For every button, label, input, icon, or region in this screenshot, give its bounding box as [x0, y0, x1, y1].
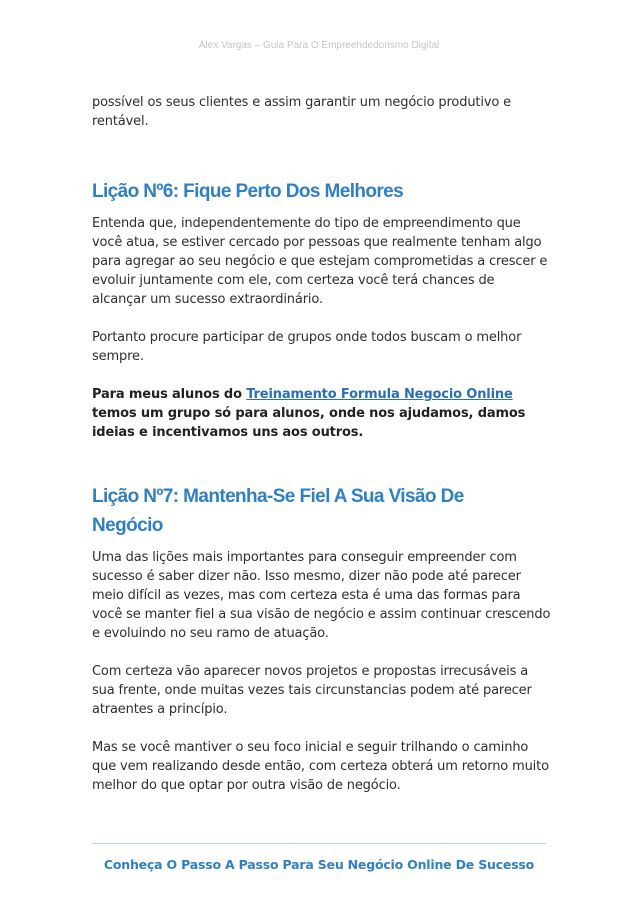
- footer-cta-link[interactable]: Conheça O Passo A Passo Para Seu Negócio Online De Sucesso: [103, 857, 535, 872]
- lesson-6-callout: [92, 385, 552, 442]
- intro-paragraph: possível os seus clientes e assim garantir um negócio produtivo e rentável.: [92, 95, 512, 129]
- callout-suffix: temos um grupo só para alunos, onde nos ajudamos, damos ideias e incentivamos uns aos outros.: [92, 406, 526, 440]
- running-header: Alex Vargas – Guia Para O Empreendedorismo Digital: [198, 40, 440, 51]
- footer-divider: [92, 843, 546, 844]
- callout-prefix: Para meus alunos do: [92, 387, 247, 402]
- lesson-7-paragraph-2: Com certeza vão aparecer novos projetos e propostas irrecusáveis a sua frente, onde muitas vezes tais circunstancias podem até parecer atraentes a princípio.: [92, 664, 532, 717]
- lesson-7-paragraph-1: Uma das lições mais importantes para conseguir empreender com sucesso é saber dizer não. Isso mesmo, dizer não pode até parecer meio difícil as vezes, mas com certeza esta é uma das formas para você se manter fiel a sua visão de negócio e assim continuar crescendo e evoluindo no seu ramo de atuação.: [92, 550, 551, 641]
- lesson-7-paragraph-3: Mas se você mantiver o seu foco inicial e seguir trilhando o caminho que vem realizando desde então, com certeza obterá um retorno muito melhor do que optar por outra visão de negócio.: [92, 740, 549, 793]
- lesson-7-heading: Lição Nº7: Mantenha-Se Fiel A Sua Visão De Negócio: [92, 486, 464, 536]
- training-link[interactable]: Treinamento Formula Negocio Online: [246, 387, 513, 402]
- lesson-6-heading: Lição Nº6: Fique Perto Dos Melhores: [92, 181, 404, 202]
- lesson-6-paragraph-2: Portanto procure participar de grupos onde todos buscam o melhor sempre.: [92, 330, 522, 364]
- lesson-6-paragraph-1: Entenda que, independentemente do tipo de empreendimento que você atua, se estiver cercado por pessoas que realmente tenham algo para agregar ao seu negócio e que estejam comprometidas a crescer e evoluir juntamente com ele, com certeza você terá chances de alcançar um sucesso extraordinário.: [92, 216, 548, 307]
- page-content: [92, 93, 552, 795]
